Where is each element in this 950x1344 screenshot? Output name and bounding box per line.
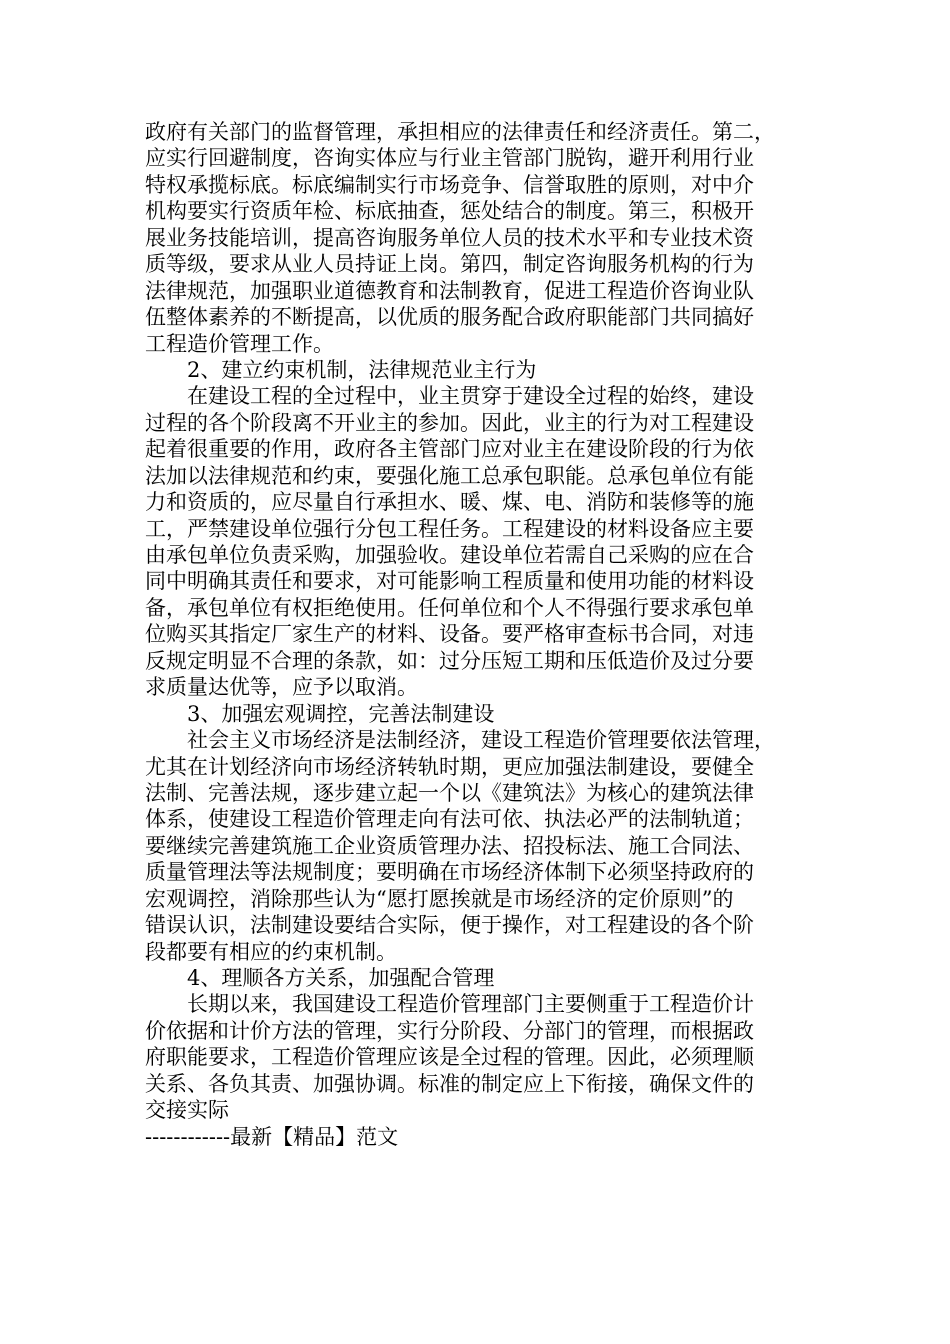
text-line: 备，承包单位有权拒绝使用。任何单位和个人不得强行要求承包单 xyxy=(145,595,754,620)
text-line: 反规定明显不合理的条款，如：过分压短工期和压低造价及过分要 xyxy=(145,648,754,673)
text-line: 段都要有相应的约束机制。 xyxy=(145,939,397,964)
text-line: 尤其在计划经济向市场经济转轨时期，更应加强法制建设，要健全 xyxy=(145,754,754,779)
text-line: 应实行回避制度，咨询实体应与行业主管部门脱钩，避开利用行业 xyxy=(145,146,754,171)
text-line: 4、理顺各方关系，加强配合管理 xyxy=(187,966,495,990)
text-line: 工，严禁建设单位强行分包工程任务。工程建设的材料设备应主要 xyxy=(145,516,754,541)
text-line: 宏观调控，消除那些认为“愿打愿挨就是市场经济的定价原则”的 xyxy=(145,886,734,911)
text-line: 体系，使建设工程造价管理走向有法可依、执法必严的法制轨道； xyxy=(145,807,754,832)
text-line: 价依据和计价方法的管理，实行分阶段、分部门的管理，而根据政 xyxy=(145,1018,754,1043)
text-line: 长期以来，我国建设工程造价管理部门主要侧重于工程造价计 xyxy=(187,992,754,1017)
text-line: 质量管理法等法规制度；要明确在市场经济体制下必须坚持政府的 xyxy=(145,860,754,885)
text-line: 关系、各负其责、加强协调。标准的制定应上下衔接，确保文件的 xyxy=(145,1071,754,1096)
footer-label: ------------最新【精品】范文 xyxy=(145,1125,399,1149)
text-line: 求质量达优等，应予以取消。 xyxy=(145,675,418,700)
text-line: 特权承揽标底。标底编制实行市场竞争、信誉取胜的原则，对中介 xyxy=(145,172,754,197)
text-line: 过程的各个阶段离不开业主的参加。因此，业主的行为对工程建设 xyxy=(145,410,754,435)
text-line: 政府有关部门的监督管理，承担相应的法律责任和经济责任。第二， xyxy=(145,120,775,144)
text-line: 力和资质的，应尽量自行承担水、暖、煤、电、消防和装修等的施 xyxy=(145,490,754,515)
text-line: 起着很重要的作用，政府各主管部门应对业主在建设阶段的行为依 xyxy=(145,437,754,462)
text-line: 在建设工程的全过程中，业主贯穿于建设全过程的始终，建设 xyxy=(187,384,754,409)
text-line: 法加以法律规范和约束，要强化施工总承包职能。总承包单位有能 xyxy=(145,463,754,488)
text-line: 2、建立约束机制，法律规范业主行为 xyxy=(187,357,537,382)
text-line: 伍整体素养的不断提高，以优质的服务配合政府职能部门共同搞好 xyxy=(145,305,754,330)
text-line: 质等级，要求从业人员持证上岗。第四，制定咨询服务机构的行为 xyxy=(145,252,754,277)
text-line: 由承包单位负责采购，加强验收。建设单位若需自己采购的应在合 xyxy=(145,543,754,567)
document-body xyxy=(145,119,825,1124)
text-line: 错误认识，法制建设要结合实际，便于操作，对工程建设的各个阶 xyxy=(145,913,754,938)
text-line: 交接实际 xyxy=(145,1098,229,1123)
text-line: 府职能要求，工程造价管理应该是全过程的管理。因此，必须理顺 xyxy=(145,1045,754,1070)
text-line: 3、加强宏观调控，完善法制建设 xyxy=(187,701,495,726)
text-line: 法制、完善法规，逐步建立起一个以《建筑法》为核心的建筑法律 xyxy=(145,780,754,805)
text-line: 机构要实行资质年检、标底抽查，惩处结合的制度。第三，积极开 xyxy=(145,199,754,224)
text-line: 同中明确其责任和要求，对可能影响工程质量和使用功能的材料设 xyxy=(145,569,754,594)
text-line: 位购买其指定厂家生产的材料、设备。要严格审查标书合同，对违 xyxy=(145,622,754,647)
text-line: 社会主义市场经济是法制经济，建设工程造价管理要依法管理， xyxy=(187,728,775,753)
text-line: 展业务技能培训，提高咨询服务单位人员的技术水平和专业技术资 xyxy=(145,225,754,250)
text-line: 法律规范，加强职业道德教育和法制教育，促进工程造价咨询业队 xyxy=(145,278,754,303)
text-line: 工程造价管理工作。 xyxy=(145,331,334,356)
text-line: 要继续完善建筑施工企业资质管理办法、招投标法、施工合同法、 xyxy=(145,833,754,858)
